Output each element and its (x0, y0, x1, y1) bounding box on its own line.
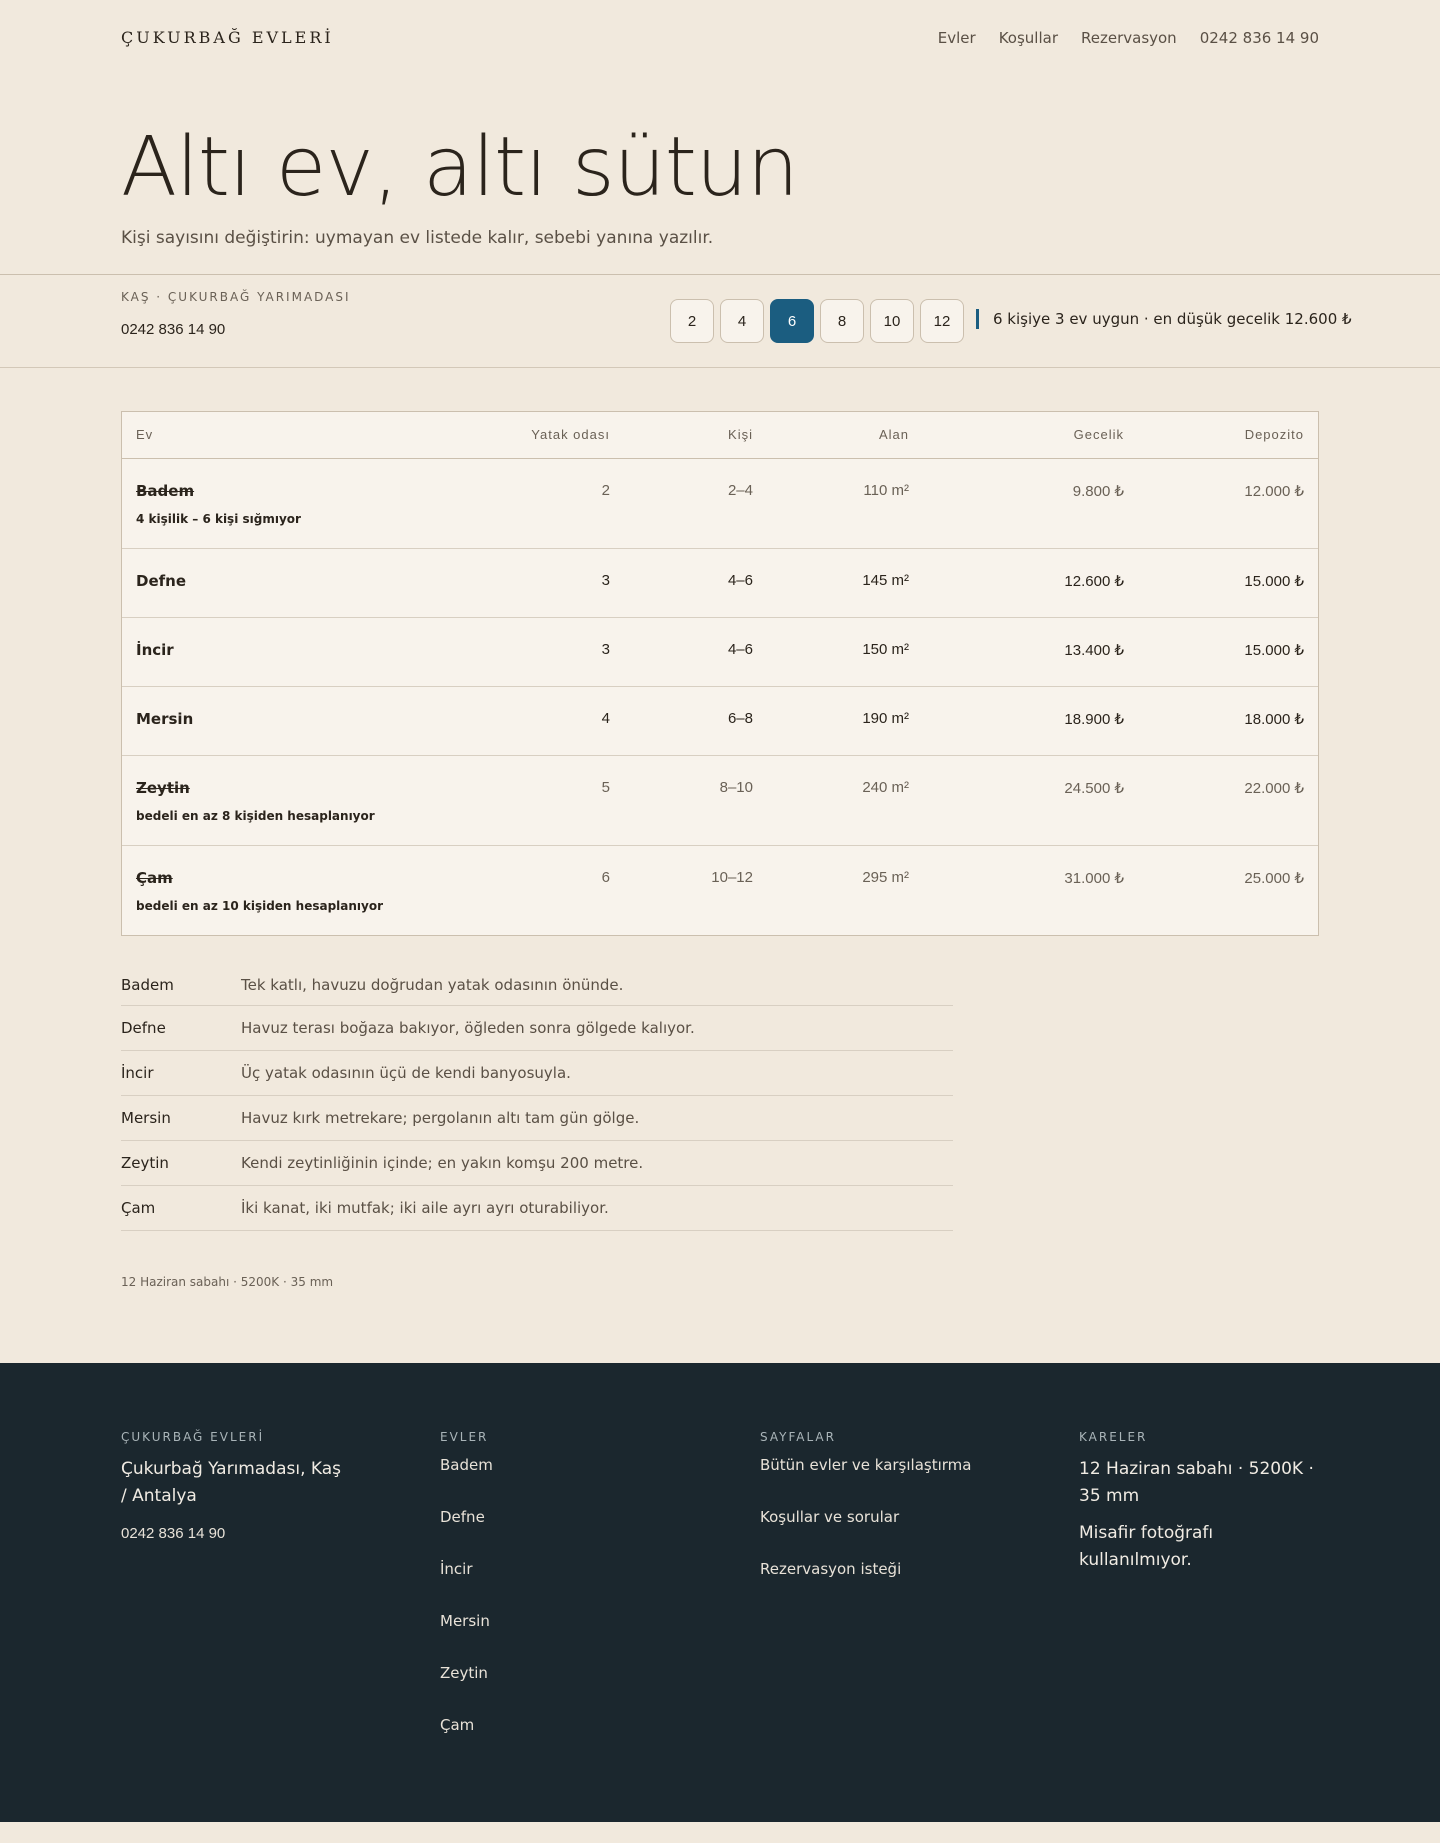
guest-count-option[interactable]: 10 (870, 299, 914, 343)
footer-brand-heading: ÇUKURBAĞ EVLERİ (121, 1430, 265, 1444)
footer-houses-column (440, 1430, 670, 1768)
footer-house-link[interactable]: Defne (440, 1508, 485, 1526)
footer-house-link[interactable]: Badem (440, 1456, 493, 1474)
cell-rooms: 6 (601, 868, 610, 886)
house-notes (121, 966, 953, 1231)
house-name[interactable]: Zeytin (136, 778, 190, 797)
house-note (121, 1141, 953, 1186)
footer-pages-column (760, 1430, 1020, 1612)
region-label: KAŞ · ÇUKURBAĞ YARIMADASI (121, 290, 351, 304)
house-name[interactable]: Defne (136, 571, 187, 590)
cell-deposit: 15.000 ₺ (1138, 617, 1318, 686)
footer-house-link[interactable]: Mersin (440, 1612, 490, 1630)
column-header: Yatak odası (412, 412, 624, 458)
footer-page-link[interactable]: Koşullar ve sorular (760, 1508, 900, 1526)
note-description: Üç yatak odasının üçü de kendi banyosuyla. (241, 1064, 571, 1082)
footer-house-link[interactable]: Çam (440, 1716, 475, 1734)
cell-house (122, 686, 412, 755)
cell-deposit: 22.000 ₺ (1138, 755, 1318, 845)
nav-rezervasyon[interactable]: Rezervasyon (1081, 29, 1177, 47)
footer-address: Çukurbağ Yarımadası, Kaş / Antalya (121, 1459, 342, 1506)
cell-area: 145 m² (767, 548, 923, 617)
cell-guests: 4–6 (624, 548, 767, 617)
cell-area: 190 m² (767, 686, 923, 755)
guest-count-selector (670, 299, 964, 343)
house-note (121, 1096, 953, 1141)
nav-evler[interactable]: Evler (937, 29, 976, 47)
cell-rooms: 3 (412, 548, 624, 617)
footer-frames-caption: 12 Haziran sabahı · 5200K · 35 mm (1079, 1459, 1314, 1506)
footer-houses-heading: EVLER (440, 1430, 489, 1444)
cell-guests: 2–4 (624, 458, 767, 548)
note-house-name: Çam (121, 1199, 156, 1217)
cell-guests: 8–10 (624, 755, 767, 845)
note-house-name: Badem (121, 976, 174, 994)
table-row[interactable] (122, 548, 1318, 617)
cell-guests: 10–12 (711, 868, 753, 886)
cell-deposit: 18.000 ₺ (1138, 686, 1318, 755)
cell-deposit: 12.000 ₺ (1138, 458, 1318, 548)
table-row[interactable] (122, 845, 1318, 935)
guest-count-option[interactable]: 6 (770, 299, 814, 343)
cell-nightly: 31.000 ₺ (1064, 869, 1124, 887)
guest-count-option[interactable]: 2 (670, 299, 714, 343)
table-row[interactable] (122, 458, 1318, 548)
site-header (0, 0, 1440, 78)
house-note (121, 1051, 953, 1096)
house-name[interactable]: Mersin (136, 709, 194, 728)
cell-guests: 4–6 (624, 617, 767, 686)
footer-phone[interactable]: 0242 836 14 90 (121, 1525, 226, 1542)
cell-house (122, 617, 412, 686)
column-header: Gecelik (923, 412, 1138, 458)
cell-area: 150 m² (767, 617, 923, 686)
column-header: Kişi (624, 412, 767, 458)
house-name[interactable]: Çam (136, 868, 173, 887)
footer-page-link[interactable]: Bütün evler ve karşılaştırma (760, 1456, 972, 1474)
table-row[interactable] (122, 755, 1318, 845)
guest-count-option[interactable]: 12 (920, 299, 964, 343)
filter-phone[interactable]: 0242 836 14 90 (121, 321, 226, 338)
cell-nightly: 12.600 ₺ (923, 548, 1138, 617)
house-note (121, 966, 953, 1006)
guest-count-option[interactable]: 8 (820, 299, 864, 343)
guest-filter-bar (0, 274, 1440, 368)
unfit-reason: 4 kişilik – 6 kişi sığmıyor (136, 511, 301, 526)
footer-frames-column (1079, 1430, 1319, 1574)
site-footer (0, 1363, 1440, 1822)
table-header-row (122, 412, 1318, 458)
column-header: Alan (767, 412, 923, 458)
footer-frames-note: Misafir fotoğrafı kullanılmıyor. (1079, 1523, 1214, 1570)
unfit-reason: bedeli en az 10 kişiden hesaplanıyor (136, 898, 384, 913)
cell-rooms: 4 (412, 686, 624, 755)
house-note (121, 1186, 953, 1231)
page-lede: Kişi sayısını değiştirin: uymayan ev listede kalır, sebebi yanına yazılır. (121, 228, 714, 248)
column-header: Depozito (1138, 412, 1318, 458)
cell-guests: 6–8 (624, 686, 767, 755)
cell-house (122, 755, 412, 845)
footer-page-link[interactable]: Rezervasyon isteği (760, 1560, 902, 1578)
footer-house-link[interactable]: İncir (440, 1560, 473, 1578)
cell-area: 240 m² (767, 755, 923, 845)
footer-brand-column (121, 1430, 351, 1542)
cell-deposit: 25.000 ₺ (1244, 869, 1304, 887)
cell-deposit: 15.000 ₺ (1138, 548, 1318, 617)
photo-caption: 12 Haziran sabahı · 5200K · 35 mm (121, 1275, 334, 1289)
house-note (121, 1006, 953, 1051)
footer-pages-heading: SAYFALAR (760, 1430, 836, 1444)
cell-rooms: 5 (412, 755, 624, 845)
nav-phone[interactable]: 0242 836 14 90 (1199, 29, 1319, 47)
house-name[interactable]: İncir (136, 640, 174, 659)
note-description: Havuz terası boğaza bakıyor, öğleden sonra gölgede kalıyor. (241, 1019, 695, 1037)
cell-rooms: 3 (412, 617, 624, 686)
cell-nightly: 18.900 ₺ (923, 686, 1138, 755)
cell-house (122, 458, 412, 548)
cell-rooms: 2 (412, 458, 624, 548)
note-description: İki kanat, iki mutfak; iki aile ayrı ayrı oturabiliyor. (241, 1199, 609, 1217)
main-nav (938, 29, 1319, 47)
note-house-name: Defne (121, 1019, 166, 1037)
unfit-reason: bedeli en az 8 kişiden hesaplanıyor (136, 808, 375, 823)
availability-summary: 6 kişiye 3 ev uygun · en düşük gecelik 12.600 ₺ (976, 309, 1352, 329)
cell-nightly: 24.500 ₺ (923, 755, 1138, 845)
brand-logo[interactable]: ÇUKURBAĞ EVLERİ (121, 28, 334, 47)
column-header: Ev (122, 412, 412, 458)
note-description: Havuz kırk metrekare; pergolanın altı tam gün gölge. (241, 1109, 640, 1127)
footer-frames-heading: KARELER (1079, 1430, 1148, 1444)
page-title: Altı ev, altı sütun (121, 120, 798, 215)
cell-nightly: 9.800 ₺ (923, 458, 1138, 548)
note-house-name: Mersin (121, 1109, 171, 1127)
nav-kosullar[interactable]: Koşullar (998, 29, 1058, 47)
note-description: Kendi zeytinliğinin içinde; en yakın komşu 200 metre. (241, 1154, 644, 1172)
cell-area: 110 m² (767, 458, 923, 548)
comparison-table (121, 411, 1319, 936)
cell-house (122, 845, 412, 935)
footer-house-link[interactable]: Zeytin (440, 1664, 488, 1682)
cell-nightly: 13.400 ₺ (923, 617, 1138, 686)
note-description: Tek katlı, havuzu doğrudan yatak odasının önünde. (241, 976, 624, 994)
hero (0, 78, 1440, 274)
note-house-name: İncir (121, 1064, 154, 1082)
house-name[interactable]: Badem (136, 481, 195, 500)
table-row[interactable] (122, 617, 1318, 686)
cell-area: 295 m² (862, 868, 909, 886)
note-house-name: Zeytin (121, 1154, 169, 1172)
cell-house (122, 548, 412, 617)
table-row[interactable] (122, 686, 1318, 755)
guest-count-option[interactable]: 4 (720, 299, 764, 343)
